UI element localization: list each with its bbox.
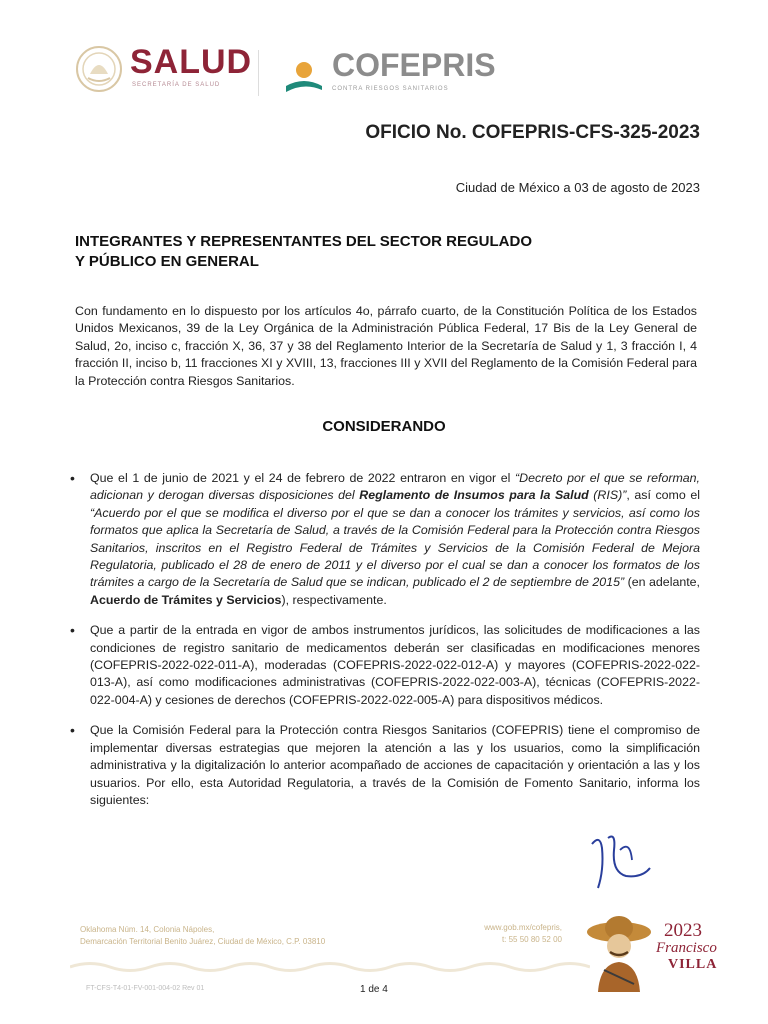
bullet-icon: • — [70, 722, 75, 739]
page-number: 1 de 4 — [360, 984, 388, 995]
cofepris-logo-icon — [284, 50, 326, 96]
recipients-line-1: INTEGRANTES Y REPRESENTANTES DEL SECTOR REGULADO — [75, 233, 533, 250]
footer-phone: t: 55 50 80 52 00 — [501, 935, 562, 944]
list-item: • Que el 1 de junio de 2021 y el 24 de febrero de 2022 entraron en vigor el “Decreto por el que se reforman, adicionan y derogan diversas disposiciones del Reglamento de Insumos para la Salud (RIS)”, así como el “Acuerdo por el que se modifica el diverso por el que se dan a conocer los trámites y servicios, así como los formatos que aplica la Secretaría de Salud, a través de la Comisión Federal para la Protección contra Riesgos Sanitarios, inscritos en el Registro Federal de Trámites y Servicios de la Comisión Federal de Mejora Regulatoria, publicado el 28 de enero de 2011 y el diverso por el cual se dan a conocer los formatos de los trámites a cargo de la Secretaría de Salud que se indican, publicado el 2 de septiembre de 2015” (en adelante, Acuerdo de Trámites y Servicios), respectivamente. — [70, 470, 701, 607]
recipients-heading — [75, 232, 635, 272]
list-item: • Que a partir de la entrada en vigor de ambos instrumentos jurídicos, las solicitudes de modificaciones a las condiciones de registro sanitario de medicamentos deberán ser clasificadas en modificaciones menores (COFEPRIS-2022-022-011-A), moderadas (COFEPRIS-2022-022-012-A) y mayores (COFEPRIS-2022-022-013-A), así como modificaciones administrativas (COFEPRIS-2022-022-003-A), técnicas (COFEPRIS-2022-022-004-A) y cesiones de derechos (COFEPRIS-2022-022-005-A) para dispositivos médicos. — [70, 622, 700, 707]
cofepris-logo-subtitle: CONTRA RIESGOS SANITARIOS — [332, 86, 449, 92]
mexico-coat-of-arms-seal — [74, 44, 124, 94]
salud-logo-text: SALUD — [130, 43, 253, 81]
signature-icon — [586, 830, 658, 892]
footer-web-link[interactable]: www.gob.mx/cofepris, — [484, 923, 562, 932]
cofepris-logo-text: COFEPRIS — [332, 47, 496, 83]
commemorative-year: 2023 — [664, 920, 702, 941]
bullet-icon: • — [70, 622, 75, 639]
bullet-icon: • — [70, 470, 75, 486]
footer-contact — [462, 922, 562, 946]
commemorative-name-last: VILLA — [668, 957, 718, 972]
list-item: • Que la Comisión Federal para la Protección contra Riesgos Sanitarios (COFEPRIS) tiene el compromiso de implementar diversas estrategias que mejoren la atención a las y los usuarios, como la simplificación administrativa y la digitalización lo anterior acompañado de acciones de capacitación y orientación a las y los usuarios. Por ello, esta Autoridad Regulatoria, a través de la Comisión de Fomento Sanitario, informa los siguientes: — [70, 722, 700, 807]
document-code: FT-CFS-T4-01-FV-001-004-02 Rev 01 — [86, 985, 205, 992]
logo-divider — [258, 50, 259, 96]
intro-paragraph: Con fundamento en lo dispuesto por los artículos 4o, párrafo cuarto, de la Constitución Política de los Estados Unidos Mexicanos, 39 de la Ley Orgánica de la Administración Pública Federal, 17 Bis de la Ley General de Salud, 2o, inciso c, fracción X, 36, 37 y 38 del Reglamento Interior de la Secretaría de Salud y 1, 3 fracción I, 4 fracción II, inciso b, 11 fracciones XI y XVIII, 13, fracciones III y XVII del Reglamento de la Comisión Federal para la Protección contra Riesgos Sanitarios. — [75, 304, 697, 388]
place-date: Ciudad de México a 03 de agosto de 2023 — [455, 180, 700, 195]
footer-address: Oklahoma Núm. 14, Colonia Nápoles, Demarcación Territorial Benito Juárez, Ciudad de México, C.P. 03810 — [80, 925, 326, 946]
considerations-list — [68, 470, 700, 822]
recipients-line-2: Y PÚBLICO EN GENERAL — [75, 253, 259, 270]
oficio-number: OFICIO No. COFEPRIS-CFS-325-2023 — [365, 122, 700, 143]
francisco-villa-portrait-icon — [584, 908, 654, 992]
decorative-footer-strip — [70, 960, 590, 974]
section-heading: CONSIDERANDO — [322, 418, 446, 435]
salud-logo-subtitle: SECRETARÍA DE SALUD — [132, 82, 221, 88]
commemorative-name-first: Francisco — [656, 940, 717, 956]
